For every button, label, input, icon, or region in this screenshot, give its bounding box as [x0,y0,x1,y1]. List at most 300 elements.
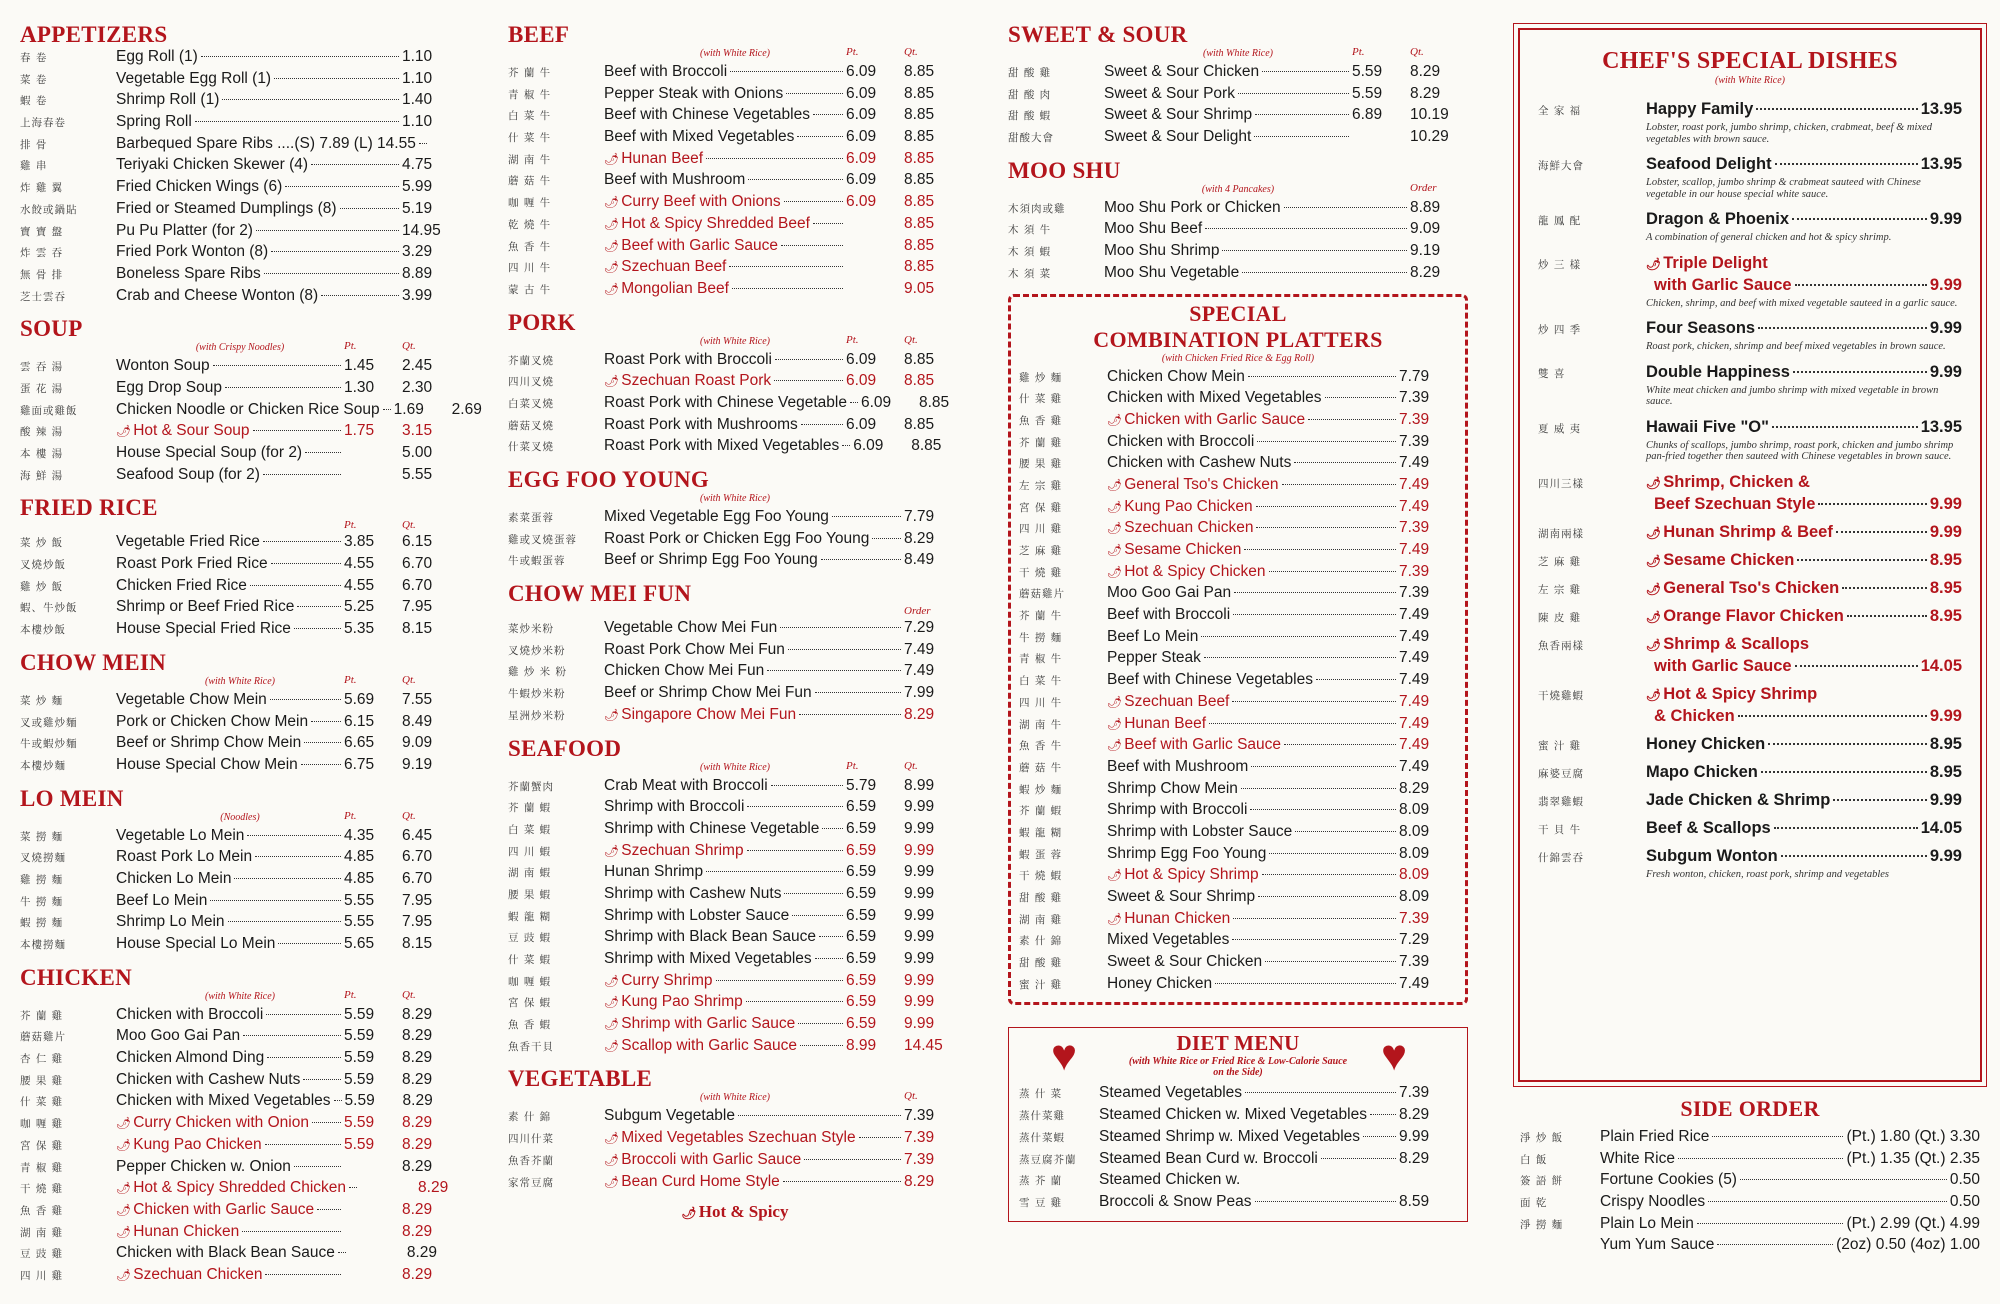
item-name: Mapo Chicken [1646,762,1758,781]
dot-leader [1269,571,1396,572]
dot-leader [285,186,399,187]
diet-subtitle: (with White Rice or Fried Rice & Low-Calorie Sauce on the Side) [1128,1056,1348,1079]
menu-item [1008,220,1468,242]
chinese-name: 蘑菇叉燒 [508,419,554,432]
chef-item-line [1646,363,1962,385]
item-name: Steamed Bean Curd w. Broccoli [1099,1149,1318,1167]
chinese-name: 牛或蝦炒麵 [20,738,78,751]
dot-leader [1204,657,1396,658]
menu-item [20,555,460,577]
chili-pepper-icon: 🌶 [604,281,620,296]
chef-item [1538,254,1962,314]
item-name: Orange Flavor Chicken [1663,606,1844,625]
price: 6.45 [402,826,433,844]
price-pint: 6.59 [846,863,877,881]
price: 8.09 [1399,801,1430,819]
price: 8.85 [904,350,935,368]
chili-pepper-icon: 🌶 [1646,609,1662,624]
chef-item-line [1646,254,1962,276]
price: 8.99 [904,776,935,794]
price-pint: 5.59 [344,1114,375,1132]
menu-item [1019,845,1457,867]
dot-leader [297,606,341,607]
dot-leader [1215,983,1396,984]
price: 8.85 [904,193,935,211]
dot-leader [264,273,399,274]
dot-leader [1847,615,1927,617]
menu-item [1520,1171,1980,1193]
menu-item [508,820,962,842]
price-pint: 5.65 [344,935,375,952]
menu-item [508,237,962,259]
menu-item [20,113,460,135]
menu-item [20,265,460,287]
price: 8.15 [402,620,433,638]
price: 1.10 [402,69,433,87]
chinese-name: 魚香芥蘭 [508,1154,554,1167]
price: 8.85 [904,258,935,276]
chinese-name: 白 飯 [1520,1153,1548,1166]
chef-item [1538,155,1962,204]
chef-item [1538,210,1962,248]
price: 8.85 [904,372,935,390]
chinese-name: 蒸什菜雞 [1019,1110,1065,1123]
price-pint: 1.75 [344,422,375,440]
chinese-name: 木 須 牛 [1008,224,1052,237]
chinese-name: 湖 南 雞 [20,1226,64,1239]
chef-item [1538,607,1962,629]
dot-leader [255,856,341,857]
price-pint: 4.35 [344,826,375,844]
item-name: Teriyaki Chicken Skewer (4) [116,156,309,174]
dot-leader [1248,376,1396,377]
item-name-cont: with Garlic Sauce [1654,275,1792,294]
menu-item [508,128,962,150]
combination-platters-box [1008,294,1468,1006]
price: 9.99 [1929,210,1962,228]
chef-item-body [1646,685,1962,729]
price: 9.99 [904,863,935,881]
chinese-name: 芥 蘭 雞 [20,1009,64,1022]
pint-header: Pt. [846,759,859,772]
price: 9.99 [904,906,935,924]
menu-item [1019,1193,1457,1215]
menu-item [20,1244,460,1266]
price: 8.95 [1929,606,1962,625]
dot-leader [1740,1179,1947,1180]
item-name: House Special Fried Rice [116,620,291,638]
price: 7.49 [1399,974,1430,992]
menu-item [20,1266,460,1288]
chinese-name: 宮 保 雞 [20,1139,64,1152]
chinese-name: 湖南兩樣 [1538,527,1584,540]
menu-item [20,1201,460,1223]
chinese-name: 什 菜 蝦 [508,954,552,966]
item-name: Shrimp with Broccoli [604,798,745,816]
dot-leader [1233,614,1396,615]
chinese-name: 簽 語 餅 [1520,1175,1564,1188]
item-name: Chicken Fried Rice [116,576,247,594]
price: 8.29 [402,1265,433,1283]
chef-item-body [1646,635,1962,679]
item-name: Hot & Spicy Shredded Beef [621,214,810,232]
chef-item-line [1646,523,1962,545]
price-pint: 8.99 [846,1036,877,1054]
item-name: Moo Shu Beef [1104,220,1203,238]
item-name: Broccoli & Snow Peas [1099,1192,1252,1210]
item-name: Pepper Steak [1107,649,1201,667]
chow_mein-subtitle: (with White Rice) [205,675,275,687]
item-name: House Special Chow Mein [116,755,298,773]
hot-spicy-legend [508,1202,962,1222]
chili-pepper-icon: 🌶 [116,1137,132,1152]
menu-item [20,466,460,488]
dot-leader [1795,284,1927,286]
dot-leader [813,223,843,224]
seafood-section [508,736,962,1059]
menu-item [1019,931,1457,953]
item-name: Fried Pork Wonton (8) [116,243,269,261]
menu-item [1019,1084,1457,1106]
price-pint: 5.55 [344,913,375,931]
chinese-name: 上海春卷 [20,117,66,130]
item-name: Szechuan Beef [1124,692,1230,710]
price: 7.49 [904,662,935,680]
menu-item [20,400,482,423]
item-name: Moo Goo Gai Pan [1107,584,1232,602]
price: (Pt.) 1.80 (Qt.) 3.30 [1846,1128,1980,1145]
item-name: Honey Chicken [1107,974,1213,992]
price: 7.39 [1399,584,1430,602]
chinese-name: 蝦 蛋 蓉 [1019,848,1063,861]
menu-item [20,1092,460,1114]
menu-item [20,178,460,200]
dot-leader [850,402,858,403]
price: 9.99 [1929,362,1962,381]
price: 7.55 [402,690,433,708]
item-name: Beef & Scallops [1646,818,1771,837]
item-name: Curry Beef with Onions [621,193,781,211]
chinese-name: 木 須 蝦 [1008,246,1052,259]
chinese-name: 翡翠雞蝦 [1538,795,1584,808]
price-pint: 5.59 [1352,84,1383,102]
sweet_sour-subtitle: (with White Rice) [1203,48,1273,59]
menu-item [1019,628,1457,650]
item-description: A combination of general chicken and hot & spicy shrimp. [1646,232,1892,243]
chinese-name: 魚 香 雞 [20,1204,64,1217]
chinese-name: 牛或蝦蛋蓉 [508,555,566,568]
column-2 [508,22,962,1222]
dot-leader [253,430,341,431]
price: 8.29 [418,1179,449,1197]
legend-text: Hot & Spicy [698,1202,789,1222]
vegetable-title: VEGETABLE [508,1066,653,1092]
item-name: Hot & Spicy Shrimp [1663,684,1818,703]
chinese-name: 四 川 雞 [20,1269,64,1282]
price: 9.99 [1929,522,1962,541]
menu-item [20,713,460,735]
quart-header: Qt. [402,340,416,353]
chow_mein-title: CHOW MEIN [20,649,167,675]
price: 7.39 [1399,909,1430,927]
chinese-name: 春 卷 [20,52,48,64]
price: 1.10 [402,113,433,131]
dot-leader [872,538,901,539]
item-name: Beef or Shrimp Chow Mein [116,734,302,752]
item-name: Curry Chicken with Onion [133,1114,309,1132]
beef-column-headers [846,46,962,58]
dot-leader [859,1137,901,1138]
price: 8.29 [402,1114,433,1132]
price: 8.29 [1399,1106,1430,1124]
price-pint: 6.59 [846,928,877,946]
chow_mein-column-headers [344,674,460,686]
item-name: Sweet & Sour Delight [1104,128,1252,146]
chinese-name: 雙 喜 [1538,367,1566,380]
dot-leader [706,871,843,872]
pint-header: Pt. [344,809,357,822]
chef-item [1538,685,1962,729]
chinese-name: 什菜叉燒 [508,441,554,454]
price: 2.30 [402,378,433,396]
chef-item-line [1646,735,1962,757]
chinese-name: 湖 南 牛 [508,153,552,166]
menu-item [20,243,460,265]
menu-item [1019,454,1457,476]
item-name: Egg Drop Soup [116,378,222,396]
dot-leader [340,208,399,209]
chinese-name: 蘑菇雞片 [1019,588,1065,601]
menu-item [508,215,962,237]
chinese-name: 菜炒米粉 [508,623,554,636]
price: 10.19 [1410,106,1449,124]
chinese-name: 咖 喱 牛 [508,197,552,210]
dot-leader [1774,827,1918,829]
menu-item [508,1037,962,1059]
item-name: Chicken Lo Mein [116,869,232,887]
item-name: Chicken with Mixed Vegetables [1107,389,1322,407]
dot-leader [1233,918,1396,919]
chinese-name: 魚 香 牛 [1019,740,1063,753]
menu-item [508,280,962,302]
chicken-column-headers [344,989,460,1001]
item-name: Beef with Mushroom [1107,757,1249,775]
quart-header: Qt. [904,1090,918,1103]
chicken-subtitle: (with White Rice) [205,990,275,1002]
item-name: Roast Pork Chow Mei Fun [604,640,785,658]
chili-pepper-icon: 🌶 [1107,911,1123,926]
price-pint: 5.79 [846,776,877,794]
dot-leader [786,93,843,94]
item-name: House Special Lo Mein [116,935,276,952]
price: 5.99 [402,178,433,196]
chinese-name: 淨 撈 麵 [1520,1218,1564,1231]
item-name: Steamed Chicken w. Mixed Vegetables [1099,1106,1367,1124]
chinese-name: 青 椒 雞 [20,1161,64,1174]
price: 5.19 [402,199,433,217]
dot-leader [334,1100,342,1101]
price: 9.99 [904,1015,935,1033]
price-pint: 1.30 [344,378,375,396]
dot-leader [1321,1158,1396,1159]
pint-header: Pt. [344,988,357,1001]
menu-item [1019,758,1457,780]
item-name: Crab and Cheese Wonton (8) [116,286,319,304]
dot-leader [1308,419,1396,420]
item-name: Shrimp & Scallops [1663,634,1810,653]
dot-leader [1222,250,1407,251]
price-pint: 6.59 [846,950,877,967]
menu-item [20,598,460,620]
side-order-section [1512,1096,1988,1258]
price: 8.95 [1929,550,1962,569]
price: 8.95 [1929,578,1962,597]
menu-item [1019,1106,1457,1128]
item-name: Shrimp Roll (1) [116,91,220,109]
chow-mein-section [20,650,460,778]
dot-leader [1282,484,1396,485]
chinese-name: 湖 南 蝦 [508,867,552,880]
pork-subtitle: (with White Rice) [700,335,770,347]
price-pint: 6.59 [846,1015,877,1033]
menu-item [508,706,962,728]
dot-leader [312,1122,341,1123]
price: 8.29 [402,1135,433,1153]
menu-item [20,577,460,599]
chinese-name: 腰 果 雞 [1019,458,1063,471]
dot-leader [819,936,843,937]
chef-item-body [1646,607,1962,629]
dot-leader [800,1045,843,1046]
item-name: Moo Shu Pork or Chicken [1104,198,1281,216]
dot-leader [1758,327,1927,329]
item-description: Fresh wonton, chicken, roast pork, shrimp and vegetables [1646,868,1890,880]
fried_rice-header [20,495,460,532]
price: 9.99 [1929,319,1962,337]
item-name: Szechuan Chicken [133,1265,263,1283]
menu-item [20,287,460,309]
item-name: Shrimp or Beef Fried Rice [116,598,295,616]
price: 0.50 [1949,1171,1980,1189]
item-name: Szechuan Beef [621,258,727,276]
dot-leader [783,1181,901,1182]
sweet_sour-title: SWEET & SOUR [1008,22,1188,47]
chef-item [1538,819,1962,841]
item-name: Szechuan Shrimp [621,841,744,859]
chef-item [1538,473,1962,517]
pint-header: Pt. [344,673,357,686]
chinese-name: 雞 炒 米 粉 [508,666,568,679]
chili-pepper-icon: 🌶 [1646,525,1662,540]
item-name: Yum Yum Sauce [1600,1236,1715,1254]
menu-item [20,200,460,222]
column-1 [20,22,482,1296]
menu-item [1019,649,1457,671]
menu-item [1019,519,1457,541]
chili-pepper-icon: 🌶 [116,1267,132,1282]
soup-title: SOUP [20,316,83,342]
price-pint: 6.09 [846,84,877,102]
price: 5.55 [402,465,433,483]
menu-item [1019,541,1457,563]
menu-item [20,1179,460,1201]
item-name: Vegetable Chow Mei Fun [604,619,778,637]
menu-item [508,928,962,950]
item-name: Singapore Chow Mei Fun [621,705,797,723]
price-pint: 6.75 [344,755,375,773]
chef-item-line [1646,635,1962,657]
chinese-name: 蜜 汁 雞 [1019,978,1063,991]
chef-item [1538,847,1962,885]
menu-item [20,734,460,756]
chef-item-body [1646,319,1962,357]
menu-item [20,70,460,92]
chinese-name: 全 家 福 [1538,105,1582,117]
chinese-name: 魚香兩樣 [1538,639,1584,652]
price-pint: 6.59 [846,993,877,1011]
item-name: Roast Pork or Chicken Egg Foo Young [604,529,870,547]
price: 8.85 [904,171,935,189]
chinese-name: 菜 卷 [20,73,48,86]
chinese-name: 干燒雞蝦 [1538,689,1584,702]
item-name: Spring Roll [116,113,192,131]
item-name: Hot & Sour Soup [133,422,250,440]
dot-leader [1295,831,1396,832]
chinese-name: 蘑 菇 牛 [1019,761,1063,774]
menu-item [20,870,460,892]
dot-leader [747,850,843,851]
price: 7.95 [402,598,433,616]
menu-item [20,848,460,870]
pint-header: Pt. [1352,46,1365,58]
dot-leader [1284,744,1396,745]
chef-item-body [1646,418,1962,467]
price: 6.70 [402,555,433,573]
price: (Pt.) 1.35 (Qt.) 2.35 [1846,1149,1980,1167]
dot-leader [294,628,341,629]
chinese-name: 蜜 汁 雞 [1538,739,1582,752]
menu-item [1520,1193,1980,1215]
item-name: Moo Shu Shrimp [1104,242,1220,260]
price: 8.95 [1929,734,1962,753]
soup-subtitle: (with Crispy Noodles) [195,342,285,354]
beef-section [508,22,962,302]
pork-column-headers [846,334,962,346]
chinese-name: 素菜蛋蓉 [508,512,554,524]
menu-item [1019,411,1457,433]
menu-item [1019,368,1457,390]
item-name: Sesame Chicken [1124,541,1242,558]
dot-leader [1241,788,1396,789]
chinese-name: 蒸 芥 蘭 [1019,1175,1063,1188]
item-name: Roast Pork with Broccoli [604,350,772,368]
chili-pepper-icon: 🌶 [116,1116,132,1131]
soup-section [20,316,482,487]
dot-leader [1792,218,1927,220]
chinese-name: 菜 炒 麵 [20,694,64,707]
chef-item-body [1646,523,1962,545]
dot-leader [784,893,843,894]
price: 8.29 [402,1092,433,1110]
dot-leader [294,1166,341,1167]
menu-item [508,551,962,573]
item-name: Kung Pao Chicken [1124,497,1253,515]
price: 7.79 [904,508,935,525]
chef-item-body [1646,100,1962,149]
price: 7.39 [1399,1084,1430,1102]
dot-leader [1818,503,1926,505]
menu-item [508,508,962,530]
